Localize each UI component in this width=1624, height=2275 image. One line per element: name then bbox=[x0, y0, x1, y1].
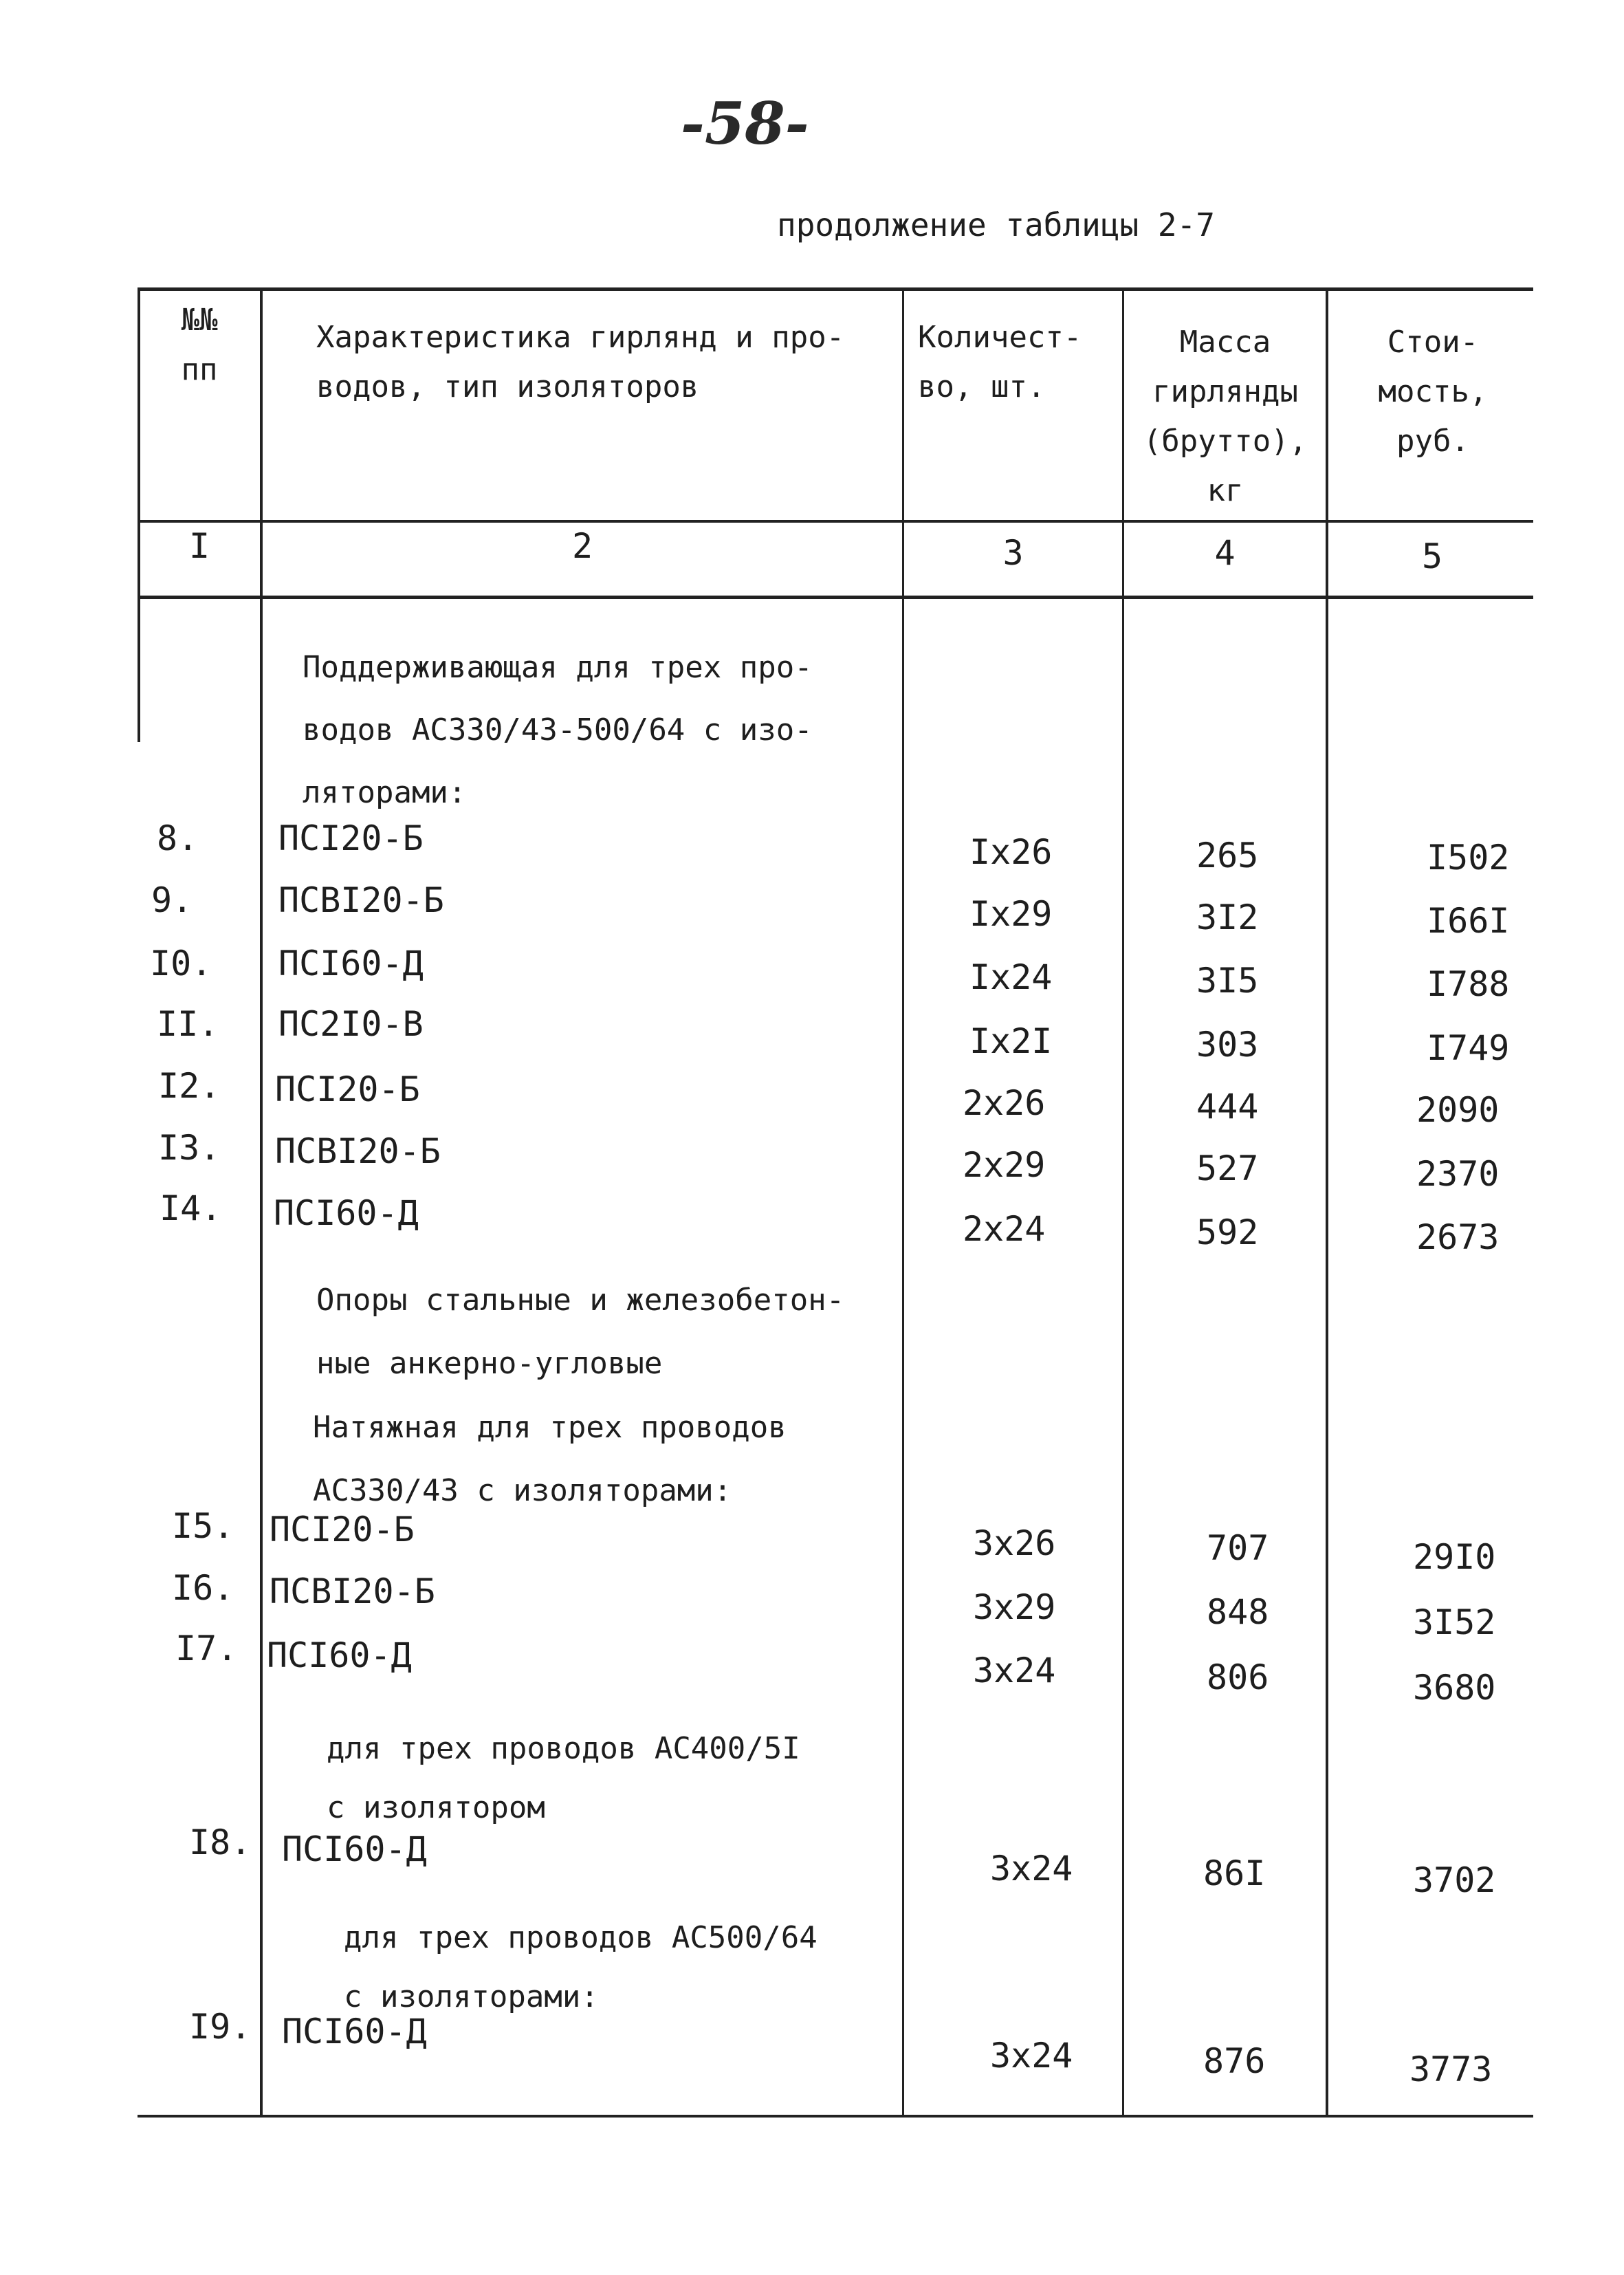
row-qty: 3x24 bbox=[990, 1849, 1073, 1888]
header-col1: №№ пп bbox=[181, 303, 218, 387]
page-number: -58- bbox=[681, 89, 809, 157]
row-qty: Ix29 bbox=[969, 894, 1053, 934]
row-number: 9. bbox=[151, 880, 193, 920]
row-cost: 3773 bbox=[1409, 2049, 1493, 2089]
col-number-1: I bbox=[188, 526, 210, 566]
row-qty: 2x29 bbox=[963, 1145, 1046, 1185]
row-qty: 3x24 bbox=[990, 2036, 1073, 2076]
table-bottom-border bbox=[138, 2115, 1533, 2118]
row-name: ПСВI20-Б bbox=[270, 1571, 435, 1611]
col-number-3: 3 bbox=[1002, 533, 1024, 573]
row-cost: 2370 bbox=[1416, 1154, 1500, 1194]
row-mass: 876 bbox=[1203, 2041, 1266, 2081]
row-number: I0. bbox=[150, 944, 212, 983]
row-number: II. bbox=[157, 1004, 219, 1044]
row-cost: I502 bbox=[1427, 838, 1510, 878]
table-left-border bbox=[138, 287, 140, 742]
row-name: ПСI60-Д bbox=[267, 1635, 412, 1675]
row-name: ПСI60-Д bbox=[278, 944, 424, 983]
row-number: 8. bbox=[157, 818, 199, 858]
row-name: ПСI60-Д bbox=[274, 1193, 419, 1233]
row-number: I3. bbox=[158, 1128, 221, 1168]
row-cost: 29I0 bbox=[1413, 1537, 1496, 1577]
row-cost: I749 bbox=[1427, 1028, 1510, 1068]
row-name: ПСВI20-Б bbox=[275, 1131, 441, 1171]
row-qty: Ix2I bbox=[969, 1021, 1053, 1061]
row-number: I5. bbox=[172, 1506, 234, 1546]
row-number: I6. bbox=[172, 1568, 234, 1608]
row-cost: I66I bbox=[1427, 901, 1510, 941]
row-cost: 3I52 bbox=[1413, 1602, 1496, 1642]
row-qty: 3x26 bbox=[973, 1523, 1056, 1563]
row-cost: 3680 bbox=[1413, 1668, 1496, 1708]
row-cost: 3702 bbox=[1413, 1860, 1496, 1900]
row-number: I7. bbox=[175, 1629, 238, 1668]
row-qty: 3x24 bbox=[973, 1651, 1056, 1690]
row-mass: 3I2 bbox=[1196, 897, 1259, 937]
section-tension-330: Натяжная для трех проводов АС330/43 с изоляторами: bbox=[313, 1410, 787, 1508]
row-name: ПСВI20-Б bbox=[278, 880, 444, 920]
colnum-bottom-border bbox=[138, 596, 1533, 599]
row-mass: 444 bbox=[1196, 1087, 1259, 1126]
row-name: ПСI20-Б bbox=[278, 818, 424, 858]
row-name: ПСI20-Б bbox=[275, 1069, 420, 1109]
row-mass: 527 bbox=[1196, 1149, 1259, 1188]
header-bottom-border bbox=[138, 520, 1533, 523]
row-mass: 3I5 bbox=[1196, 961, 1259, 1001]
row-number: I9. bbox=[189, 2007, 252, 2047]
header-col4: Масса гирлянды (брутто), кг bbox=[1143, 325, 1308, 508]
row-qty: 2x24 bbox=[963, 1209, 1046, 1249]
header-col2: Характеристика гирлянд и про- водов, тип изоляторов bbox=[316, 320, 845, 404]
col-number-2: 2 bbox=[571, 526, 593, 566]
section-anchor-supports: Опоры стальные и железобетон- ные анкерно-угловые bbox=[316, 1283, 845, 1381]
row-mass: 86I bbox=[1203, 1853, 1266, 1893]
section-tension-500: для трех проводов АС500/64 с изоляторами: bbox=[344, 1920, 818, 2014]
row-number: I2. bbox=[158, 1066, 221, 1106]
row-qty: Ix24 bbox=[969, 957, 1053, 997]
row-name: ПС2I0-В bbox=[278, 1004, 424, 1044]
col-number-4: 4 bbox=[1214, 533, 1236, 573]
row-mass: 592 bbox=[1196, 1212, 1259, 1252]
row-qty: 3x29 bbox=[973, 1587, 1056, 1627]
row-name: ПСI60-Д bbox=[282, 1829, 427, 1869]
table-top-border bbox=[138, 287, 1533, 291]
section-tension-400: для трех проводов АС400/5I с изолятором bbox=[327, 1731, 800, 1825]
header-col5: Стои- мость, руб. bbox=[1378, 325, 1488, 459]
col-number-5: 5 bbox=[1421, 536, 1443, 576]
row-cost: 2090 bbox=[1416, 1090, 1500, 1130]
row-qty: Ix26 bbox=[969, 832, 1053, 872]
row-number: I4. bbox=[160, 1188, 222, 1228]
row-mass: 806 bbox=[1207, 1657, 1269, 1697]
row-mass: 707 bbox=[1207, 1528, 1269, 1568]
header-col3: Количест- во, шт. bbox=[918, 320, 1082, 404]
row-number: I8. bbox=[189, 1822, 252, 1862]
row-name: ПСI20-Б bbox=[270, 1510, 415, 1549]
row-qty: 2x26 bbox=[963, 1083, 1046, 1123]
row-mass: 848 bbox=[1207, 1592, 1269, 1632]
section-support: Поддерживающая для трех про- водов АС330/43-500/64 с изо- ляторами: bbox=[303, 650, 813, 810]
row-mass: 303 bbox=[1196, 1025, 1259, 1065]
row-mass: 265 bbox=[1196, 836, 1259, 875]
table-caption: продолжение таблицы 2-7 bbox=[777, 206, 1215, 243]
row-name: ПСI60-Д bbox=[282, 2012, 427, 2051]
row-cost: I788 bbox=[1427, 964, 1510, 1004]
row-cost: 2673 bbox=[1416, 1217, 1500, 1257]
